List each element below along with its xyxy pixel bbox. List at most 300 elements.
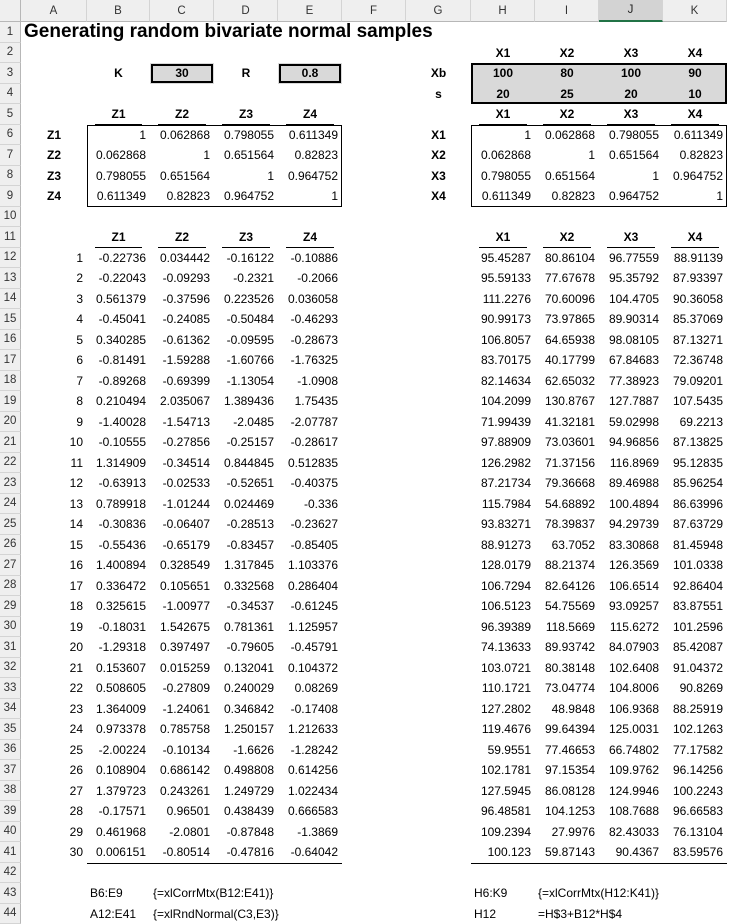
x-sample-cell[interactable]: 102.1781 [471, 760, 535, 781]
x-corr-cell[interactable]: 1 [663, 186, 727, 207]
row-header[interactable]: 38 [0, 781, 21, 802]
x-sample-cell[interactable]: 67.84683 [599, 350, 663, 371]
row-header[interactable]: 14 [0, 289, 21, 310]
z-corr-cell[interactable]: 0.611349 [278, 125, 342, 146]
row-header[interactable]: 35 [0, 719, 21, 740]
x-sample-cell[interactable]: 54.68892 [535, 494, 599, 515]
row-header[interactable]: 23 [0, 473, 21, 494]
x-sample-cell[interactable]: 82.14634 [471, 371, 535, 392]
x-sample-cell[interactable]: 40.17799 [535, 350, 599, 371]
x-corr-cell[interactable]: 0.798055 [471, 166, 535, 187]
z-sample-cell[interactable]: -0.34537 [214, 596, 278, 617]
z-sample-cell[interactable]: 0.512835 [278, 453, 342, 474]
z-sample-cell[interactable]: 0.346842 [214, 699, 278, 720]
z-sample-cell[interactable]: -0.63913 [87, 473, 150, 494]
sample-index[interactable]: 14 [21, 514, 87, 535]
x-sample-cell[interactable]: 103.0721 [471, 658, 535, 679]
stat-header[interactable]: X2 [535, 43, 599, 64]
x-sample-cell[interactable]: 84.07903 [599, 637, 663, 658]
row-header[interactable]: 30 [0, 617, 21, 638]
s-value[interactable]: 20 [471, 84, 535, 105]
x-sample-cell[interactable]: 88.25919 [663, 699, 727, 720]
z-sample-cell[interactable]: -0.17571 [87, 801, 150, 822]
x-sample-cell[interactable]: 80.86104 [535, 248, 599, 269]
z-sample-cell[interactable]: 1.317845 [214, 555, 278, 576]
z-sample-cell[interactable]: 0.973378 [87, 719, 150, 740]
z-sample-cell[interactable]: -1.00977 [150, 596, 214, 617]
x-sample-cell[interactable]: 89.46988 [599, 473, 663, 494]
x-sample-cell[interactable]: 78.39837 [535, 514, 599, 535]
s-value[interactable]: 20 [599, 84, 663, 105]
x-sample-cell[interactable]: 96.66583 [663, 801, 727, 822]
z-sample-cell[interactable]: -0.18031 [87, 617, 150, 638]
z-sample-cell[interactable]: 1.364009 [87, 699, 150, 720]
z-sample-cell[interactable]: -1.60766 [214, 350, 278, 371]
z-sample-cell[interactable]: -0.55436 [87, 535, 150, 556]
z-sample-cell[interactable]: 1.212633 [278, 719, 342, 740]
row-header[interactable]: 20 [0, 412, 21, 433]
z-sample-cell[interactable]: -0.85405 [278, 535, 342, 556]
z-sample-cell[interactable]: -0.24085 [150, 309, 214, 330]
column-header-g[interactable]: G [406, 0, 471, 22]
z-sample-cell[interactable]: 0.286404 [278, 576, 342, 597]
z-corr-cell[interactable]: 1 [150, 145, 214, 166]
x-corr-header[interactable]: X2 [535, 104, 599, 125]
row-header[interactable]: 26 [0, 535, 21, 556]
x-sample-cell[interactable]: 66.74802 [599, 740, 663, 761]
x-sample-header[interactable]: X1 [471, 227, 535, 248]
sample-index[interactable]: 15 [21, 535, 87, 556]
row-header[interactable]: 9 [0, 186, 21, 207]
row-header[interactable]: 24 [0, 494, 21, 515]
z-sample-cell[interactable]: 0.328549 [150, 555, 214, 576]
z-sample-cell[interactable]: -0.45791 [278, 637, 342, 658]
x-corr-cell[interactable]: 1 [599, 166, 663, 187]
x-sample-cell[interactable]: 89.93742 [535, 637, 599, 658]
column-header-h[interactable]: H [471, 0, 535, 22]
x-sample-cell[interactable]: 126.3569 [599, 555, 663, 576]
z-sample-cell[interactable]: -0.28673 [278, 330, 342, 351]
x-sample-cell[interactable]: 111.2276 [471, 289, 535, 310]
z-corr-cell[interactable]: 1 [87, 125, 150, 146]
z-sample-cell[interactable]: -0.10886 [278, 248, 342, 269]
z-sample-cell[interactable]: 1.249729 [214, 781, 278, 802]
x-sample-cell[interactable]: 48.9848 [535, 699, 599, 720]
z-sample-cell[interactable]: 0.498808 [214, 760, 278, 781]
column-header-e[interactable]: E [278, 0, 342, 22]
z-corr-header[interactable]: Z3 [214, 104, 278, 125]
z-sample-cell[interactable]: 0.336472 [87, 576, 150, 597]
sample-index[interactable]: 24 [21, 719, 87, 740]
z-sample-cell[interactable]: 0.666583 [278, 801, 342, 822]
x-sample-cell[interactable]: 83.70175 [471, 350, 535, 371]
x-sample-cell[interactable]: 104.4705 [599, 289, 663, 310]
row-header[interactable]: 40 [0, 822, 21, 843]
z-corr-cell[interactable]: 0.82823 [278, 145, 342, 166]
formula-text[interactable]: =H$3+B12*H$4 [535, 904, 715, 924]
x-sample-cell[interactable]: 119.4676 [471, 719, 535, 740]
z-sample-cell[interactable]: -0.06407 [150, 514, 214, 535]
z-sample-cell[interactable]: -0.10134 [150, 740, 214, 761]
formula-ref[interactable]: A12:E41 [87, 904, 150, 924]
z-sample-cell[interactable]: 1.250157 [214, 719, 278, 740]
x-sample-cell[interactable]: 125.0031 [599, 719, 663, 740]
xb-label[interactable]: Xb [406, 63, 471, 84]
z-sample-cell[interactable]: -0.336 [278, 494, 342, 515]
z-sample-cell[interactable]: -0.37596 [150, 289, 214, 310]
x-corr-cell[interactable]: 0.062868 [471, 145, 535, 166]
x-sample-cell[interactable]: 118.5669 [535, 617, 599, 638]
z-corr-row-label[interactable]: Z4 [21, 186, 87, 207]
z-sample-cell[interactable]: 1.022434 [278, 781, 342, 802]
x-sample-cell[interactable]: 104.1253 [535, 801, 599, 822]
z-sample-cell[interactable]: -0.61245 [278, 596, 342, 617]
x-sample-cell[interactable]: 108.7688 [599, 801, 663, 822]
x-sample-cell[interactable]: 93.83271 [471, 514, 535, 535]
x-sample-cell[interactable]: 69.2213 [663, 412, 727, 433]
column-header-k[interactable]: K [663, 0, 727, 22]
z-sample-cell[interactable]: 0.036058 [278, 289, 342, 310]
x-sample-cell[interactable]: 127.5945 [471, 781, 535, 802]
x-sample-cell[interactable]: 41.32181 [535, 412, 599, 433]
sample-index[interactable]: 8 [21, 391, 87, 412]
x-sample-cell[interactable]: 88.91139 [663, 248, 727, 269]
x-sample-cell[interactable]: 62.65032 [535, 371, 599, 392]
x-sample-cell[interactable]: 106.9368 [599, 699, 663, 720]
x-sample-cell[interactable]: 100.123 [471, 842, 535, 863]
sample-index[interactable]: 26 [21, 760, 87, 781]
x-sample-cell[interactable]: 90.8269 [663, 678, 727, 699]
row-header[interactable]: 41 [0, 842, 21, 863]
x-sample-cell[interactable]: 93.09257 [599, 596, 663, 617]
x-sample-cell[interactable]: 86.63996 [663, 494, 727, 515]
z-sample-cell[interactable]: -1.0908 [278, 371, 342, 392]
z-corr-cell[interactable]: 0.964752 [278, 166, 342, 187]
x-sample-cell[interactable]: 95.59133 [471, 268, 535, 289]
sample-index[interactable]: 27 [21, 781, 87, 802]
z-sample-cell[interactable]: 0.240029 [214, 678, 278, 699]
row-header[interactable]: 19 [0, 391, 21, 412]
row-header[interactable]: 39 [0, 801, 21, 822]
x-sample-cell[interactable]: 71.37156 [535, 453, 599, 474]
z-sample-cell[interactable]: -0.02533 [150, 473, 214, 494]
x-sample-cell[interactable]: 96.14256 [663, 760, 727, 781]
x-sample-cell[interactable]: 77.46653 [535, 740, 599, 761]
x-sample-cell[interactable]: 92.86404 [663, 576, 727, 597]
z-corr-header[interactable]: Z1 [87, 104, 150, 125]
z-sample-cell[interactable]: 1.314909 [87, 453, 150, 474]
x-sample-cell[interactable]: 83.30868 [599, 535, 663, 556]
row-header[interactable]: 16 [0, 330, 21, 351]
x-sample-cell[interactable]: 87.93397 [663, 268, 727, 289]
formula-text[interactable]: {=xlRndNormal(C3,E3)} [150, 904, 330, 924]
z-sample-cell[interactable]: -0.52651 [214, 473, 278, 494]
z-sample-cell[interactable]: 0.96501 [150, 801, 214, 822]
sample-index[interactable]: 20 [21, 637, 87, 658]
x-sample-cell[interactable]: 88.21374 [535, 555, 599, 576]
sample-index[interactable]: 22 [21, 678, 87, 699]
x-sample-cell[interactable]: 85.96254 [663, 473, 727, 494]
x-sample-cell[interactable]: 87.13271 [663, 330, 727, 351]
x-sample-cell[interactable]: 90.99173 [471, 309, 535, 330]
x-sample-cell[interactable]: 115.7984 [471, 494, 535, 515]
x-corr-cell[interactable]: 0.611349 [663, 125, 727, 146]
z-sample-cell[interactable]: 0.781361 [214, 617, 278, 638]
formula-ref[interactable]: B6:E9 [87, 883, 150, 904]
x-sample-cell[interactable]: 59.9551 [471, 740, 535, 761]
x-corr-cell[interactable]: 0.651564 [599, 145, 663, 166]
x-sample-cell[interactable]: 100.2243 [663, 781, 727, 802]
z-sample-header[interactable]: Z2 [150, 227, 214, 248]
z-sample-cell[interactable]: -2.00224 [87, 740, 150, 761]
z-sample-cell[interactable]: 0.561379 [87, 289, 150, 310]
z-sample-header[interactable]: Z4 [278, 227, 342, 248]
z-sample-cell[interactable]: 0.461968 [87, 822, 150, 843]
s-label[interactable]: s [406, 84, 471, 105]
z-sample-cell[interactable]: -1.3869 [278, 822, 342, 843]
row-header[interactable]: 5 [0, 104, 21, 125]
x-sample-cell[interactable]: 63.7052 [535, 535, 599, 556]
sample-index[interactable]: 30 [21, 842, 87, 863]
z-sample-cell[interactable]: 0.104372 [278, 658, 342, 679]
z-sample-cell[interactable]: -0.34514 [150, 453, 214, 474]
z-sample-cell[interactable]: 0.785758 [150, 719, 214, 740]
x-sample-cell[interactable]: 91.04372 [663, 658, 727, 679]
sample-index[interactable]: 18 [21, 596, 87, 617]
x-sample-cell[interactable]: 71.99439 [471, 412, 535, 433]
x-sample-cell[interactable]: 80.38148 [535, 658, 599, 679]
x-sample-cell[interactable]: 109.2394 [471, 822, 535, 843]
z-sample-cell[interactable]: -0.22736 [87, 248, 150, 269]
k-label[interactable]: K [87, 63, 150, 84]
z-corr-header[interactable]: Z2 [150, 104, 214, 125]
sample-index[interactable]: 23 [21, 699, 87, 720]
z-corr-row-label[interactable]: Z1 [21, 125, 87, 146]
row-header[interactable]: 4 [0, 84, 21, 105]
x-corr-cell[interactable]: 0.062868 [535, 125, 599, 146]
formula-text[interactable]: {=xlCorrMtx(H12:K41)} [535, 883, 715, 904]
z-corr-cell[interactable]: 0.651564 [150, 166, 214, 187]
x-sample-cell[interactable]: 96.39389 [471, 617, 535, 638]
x-sample-cell[interactable]: 106.8057 [471, 330, 535, 351]
column-header-c[interactable]: C [150, 0, 214, 22]
x-sample-cell[interactable]: 90.4367 [599, 842, 663, 863]
row-header[interactable]: 32 [0, 658, 21, 679]
row-header[interactable]: 1 [0, 22, 21, 43]
sample-index[interactable]: 13 [21, 494, 87, 515]
x-corr-cell[interactable]: 0.798055 [599, 125, 663, 146]
z-corr-cell[interactable]: 0.062868 [87, 145, 150, 166]
row-header[interactable]: 31 [0, 637, 21, 658]
sample-index[interactable]: 29 [21, 822, 87, 843]
column-header-d[interactable]: D [214, 0, 278, 22]
s-value[interactable]: 10 [663, 84, 727, 105]
x-sample-cell[interactable]: 82.64126 [535, 576, 599, 597]
x-sample-header[interactable]: X2 [535, 227, 599, 248]
x-sample-cell[interactable]: 64.65938 [535, 330, 599, 351]
column-header-j[interactable]: J [599, 0, 663, 22]
x-corr-cell[interactable]: 1 [471, 125, 535, 146]
sample-index[interactable]: 9 [21, 412, 87, 433]
z-corr-cell[interactable]: 0.651564 [214, 145, 278, 166]
row-header[interactable]: 44 [0, 904, 21, 924]
x-sample-cell[interactable]: 98.08105 [599, 330, 663, 351]
z-sample-cell[interactable]: 1.400894 [87, 555, 150, 576]
row-header[interactable]: 18 [0, 371, 21, 392]
row-header[interactable]: 29 [0, 596, 21, 617]
z-sample-cell[interactable]: 0.340285 [87, 330, 150, 351]
z-sample-cell[interactable]: -0.45041 [87, 309, 150, 330]
z-corr-cell[interactable]: 0.798055 [87, 166, 150, 187]
z-sample-cell[interactable]: 0.397497 [150, 637, 214, 658]
z-sample-cell[interactable]: -0.27809 [150, 678, 214, 699]
x-sample-cell[interactable]: 128.0179 [471, 555, 535, 576]
z-corr-cell[interactable]: 1 [214, 166, 278, 187]
xb-value[interactable]: 100 [471, 63, 535, 84]
x-sample-cell[interactable]: 97.88909 [471, 432, 535, 453]
z-sample-cell[interactable]: 0.508605 [87, 678, 150, 699]
sample-index[interactable]: 5 [21, 330, 87, 351]
x-sample-cell[interactable]: 97.15354 [535, 760, 599, 781]
column-header-i[interactable]: I [535, 0, 599, 22]
z-sample-cell[interactable]: -0.30836 [87, 514, 150, 535]
x-sample-cell[interactable]: 126.2982 [471, 453, 535, 474]
sample-index[interactable]: 1 [21, 248, 87, 269]
z-sample-cell[interactable]: 0.006151 [87, 842, 150, 863]
x-sample-cell[interactable]: 127.7887 [599, 391, 663, 412]
k-value-cell[interactable]: 30 [150, 63, 214, 84]
z-sample-cell[interactable]: -0.46293 [278, 309, 342, 330]
z-sample-cell[interactable]: 0.243261 [150, 781, 214, 802]
select-all-corner[interactable] [0, 0, 21, 22]
z-sample-cell[interactable]: -1.40028 [87, 412, 150, 433]
z-sample-cell[interactable]: 1.125957 [278, 617, 342, 638]
x-sample-cell[interactable]: 96.77559 [599, 248, 663, 269]
sample-index[interactable]: 4 [21, 309, 87, 330]
x-corr-row-label[interactable]: X4 [406, 186, 471, 207]
formula-ref[interactable]: H12 [471, 904, 535, 924]
z-corr-cell[interactable]: 0.798055 [214, 125, 278, 146]
z-sample-cell[interactable]: 0.223526 [214, 289, 278, 310]
sample-index[interactable]: 17 [21, 576, 87, 597]
s-value[interactable]: 25 [535, 84, 599, 105]
z-sample-cell[interactable]: 1.75435 [278, 391, 342, 412]
z-sample-cell[interactable]: -0.40375 [278, 473, 342, 494]
row-header[interactable]: 42 [0, 863, 21, 884]
x-sample-cell[interactable]: 102.1263 [663, 719, 727, 740]
x-sample-cell[interactable]: 95.35792 [599, 268, 663, 289]
z-corr-cell[interactable]: 0.82823 [150, 186, 214, 207]
x-corr-row-label[interactable]: X2 [406, 145, 471, 166]
z-sample-cell[interactable]: -0.09595 [214, 330, 278, 351]
x-sample-cell[interactable]: 83.59576 [663, 842, 727, 863]
z-sample-cell[interactable]: -0.22043 [87, 268, 150, 289]
row-header[interactable]: 6 [0, 125, 21, 146]
z-sample-cell[interactable]: -0.65179 [150, 535, 214, 556]
z-sample-cell[interactable]: 0.015259 [150, 658, 214, 679]
x-sample-cell[interactable]: 59.87143 [535, 842, 599, 863]
x-corr-cell[interactable]: 0.82823 [535, 186, 599, 207]
row-header[interactable]: 34 [0, 699, 21, 720]
x-sample-cell[interactable]: 77.17582 [663, 740, 727, 761]
z-sample-cell[interactable]: -0.79605 [214, 637, 278, 658]
z-corr-cell[interactable]: 0.062868 [150, 125, 214, 146]
x-corr-cell[interactable]: 0.964752 [663, 166, 727, 187]
x-sample-cell[interactable]: 77.67678 [535, 268, 599, 289]
stat-header[interactable]: X3 [599, 43, 663, 64]
z-sample-cell[interactable]: -0.2066 [278, 268, 342, 289]
x-sample-cell[interactable]: 70.60096 [535, 289, 599, 310]
z-sample-cell[interactable]: -2.0485 [214, 412, 278, 433]
row-header[interactable]: 28 [0, 576, 21, 597]
x-sample-cell[interactable]: 79.36668 [535, 473, 599, 494]
z-corr-cell[interactable]: 0.964752 [214, 186, 278, 207]
x-sample-cell[interactable]: 87.13825 [663, 432, 727, 453]
z-sample-cell[interactable]: -0.23627 [278, 514, 342, 535]
z-sample-cell[interactable]: -1.28242 [278, 740, 342, 761]
z-corr-header[interactable]: Z4 [278, 104, 342, 125]
z-sample-cell[interactable]: -0.87848 [214, 822, 278, 843]
r-value-cell[interactable]: 0.8 [278, 63, 342, 84]
x-sample-cell[interactable]: 130.8767 [535, 391, 599, 412]
row-header[interactable]: 10 [0, 207, 21, 228]
row-header[interactable]: 2 [0, 43, 21, 64]
x-corr-header[interactable]: X4 [663, 104, 727, 125]
x-sample-cell[interactable]: 107.5435 [663, 391, 727, 412]
sample-index[interactable]: 10 [21, 432, 87, 453]
z-sample-cell[interactable]: 0.614256 [278, 760, 342, 781]
z-corr-row-label[interactable]: Z2 [21, 145, 87, 166]
row-header[interactable]: 36 [0, 740, 21, 761]
z-sample-cell[interactable]: -1.01244 [150, 494, 214, 515]
column-header-f[interactable]: F [342, 0, 406, 22]
z-sample-cell[interactable]: -0.2321 [214, 268, 278, 289]
x-sample-cell[interactable]: 101.0338 [663, 555, 727, 576]
xb-value[interactable]: 80 [535, 63, 599, 84]
z-sample-cell[interactable]: -1.24061 [150, 699, 214, 720]
row-header[interactable]: 33 [0, 678, 21, 699]
sample-index[interactable]: 7 [21, 371, 87, 392]
x-corr-cell[interactable]: 0.611349 [471, 186, 535, 207]
z-sample-cell[interactable]: 1.542675 [150, 617, 214, 638]
x-corr-row-label[interactable]: X1 [406, 125, 471, 146]
x-sample-cell[interactable]: 115.6272 [599, 617, 663, 638]
row-header[interactable]: 7 [0, 145, 21, 166]
x-sample-cell[interactable]: 102.6408 [599, 658, 663, 679]
z-corr-cell[interactable]: 1 [278, 186, 342, 207]
r-label[interactable]: R [214, 63, 278, 84]
z-corr-row-label[interactable]: Z3 [21, 166, 87, 187]
x-sample-cell[interactable]: 27.9976 [535, 822, 599, 843]
x-sample-cell[interactable]: 104.2099 [471, 391, 535, 412]
z-sample-cell[interactable]: 0.105651 [150, 576, 214, 597]
row-header[interactable]: 11 [0, 227, 21, 248]
x-sample-cell[interactable]: 81.45948 [663, 535, 727, 556]
x-corr-header[interactable]: X3 [599, 104, 663, 125]
z-sample-cell[interactable]: -2.07787 [278, 412, 342, 433]
z-sample-cell[interactable]: -2.0801 [150, 822, 214, 843]
z-corr-cell[interactable]: 0.611349 [87, 186, 150, 207]
xb-value[interactable]: 100 [599, 63, 663, 84]
z-sample-cell[interactable]: -0.16122 [214, 248, 278, 269]
z-sample-cell[interactable]: -0.83457 [214, 535, 278, 556]
x-sample-cell[interactable]: 87.63729 [663, 514, 727, 535]
z-sample-cell[interactable]: 0.332568 [214, 576, 278, 597]
x-sample-cell[interactable]: 77.38923 [599, 371, 663, 392]
x-sample-cell[interactable]: 110.1721 [471, 678, 535, 699]
x-sample-cell[interactable]: 72.36748 [663, 350, 727, 371]
z-sample-header[interactable]: Z3 [214, 227, 278, 248]
